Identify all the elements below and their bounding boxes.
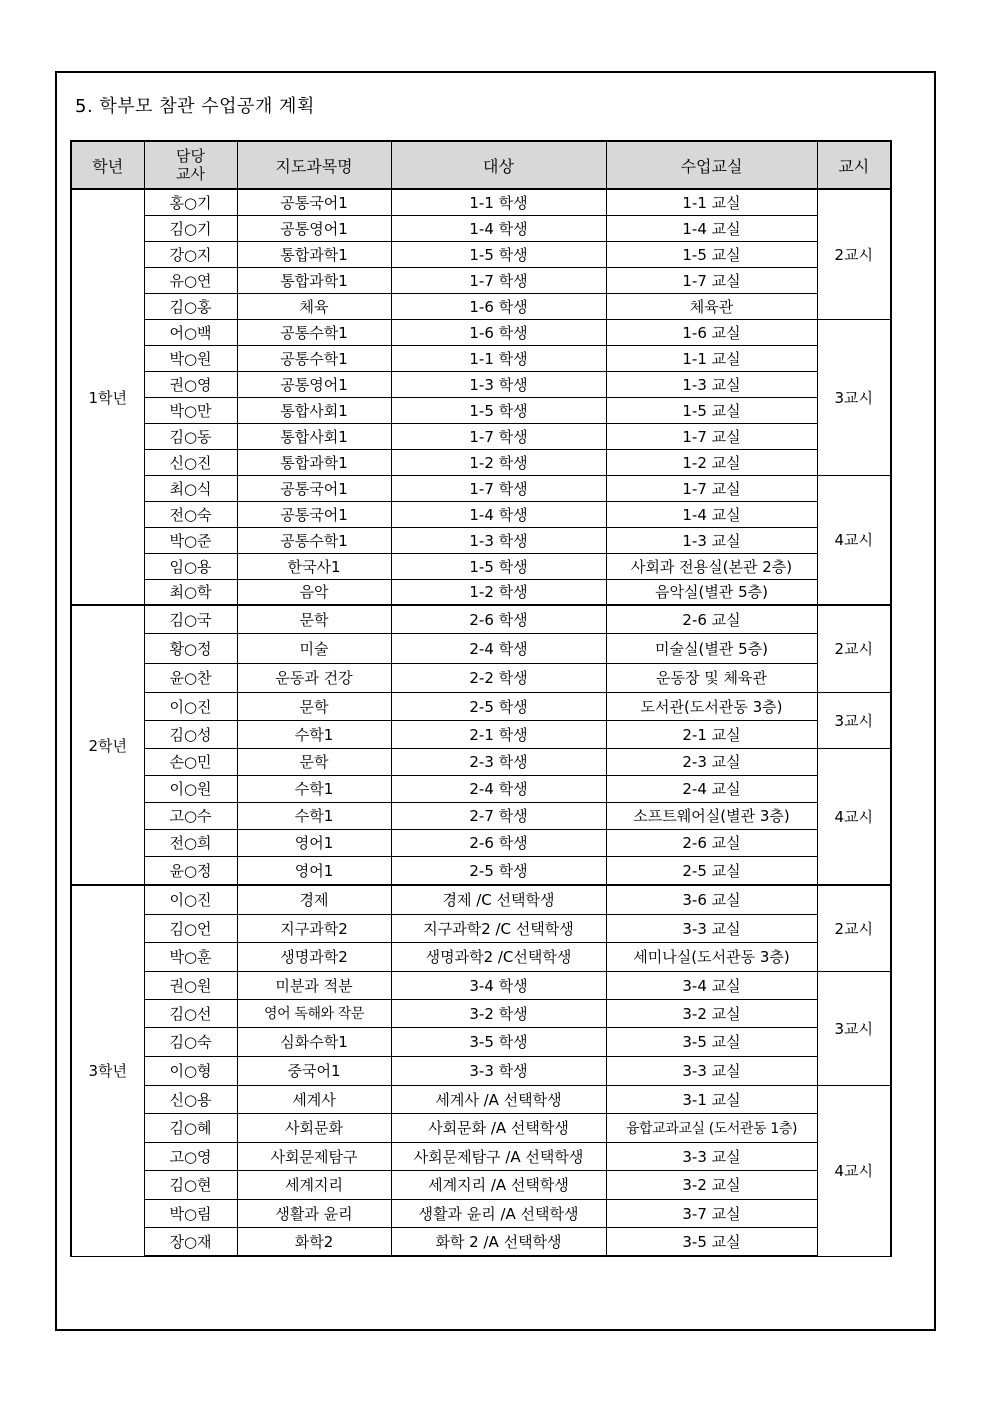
target-cell: 1-6 학생 <box>391 319 606 345</box>
subject-cell: 미분과 적분 <box>237 971 391 999</box>
teacher-cell: 김○숙 <box>144 1027 237 1056</box>
room-cell: 1-5 교실 <box>606 397 817 423</box>
teacher-cell: 신○용 <box>144 1085 237 1113</box>
room-cell: 3-5 교실 <box>606 1227 817 1256</box>
subject-cell: 수학1 <box>237 775 391 802</box>
header-teacher-line1: 담당 <box>176 147 205 165</box>
table-row <box>71 856 891 885</box>
table-row <box>71 605 891 633</box>
subject-cell: 통합과학1 <box>237 241 391 267</box>
subject-cell: 중국어1 <box>237 1056 391 1085</box>
teacher-cell: 김○성 <box>144 720 237 748</box>
target-cell: 사회문화 /A 선택학생 <box>391 1113 606 1142</box>
target-cell: 2-7 학생 <box>391 802 606 829</box>
target-cell: 화학 2 /A 선택학생 <box>391 1227 606 1256</box>
table-row <box>71 748 891 775</box>
target-cell: 생명과학2 /C선택학생 <box>391 942 606 971</box>
room-cell: 1-4 교실 <box>606 501 817 527</box>
target-cell: 2-6 학생 <box>391 829 606 856</box>
table-row <box>71 1199 891 1227</box>
room-cell: 3-3 교실 <box>606 1142 817 1170</box>
room-cell: 세미나실(도서관동 3층) <box>606 942 817 971</box>
target-cell: 2-4 학생 <box>391 633 606 663</box>
subject-cell: 공통국어1 <box>237 189 391 215</box>
teacher-cell: 홍○기 <box>144 189 237 215</box>
target-cell: 1-1 학생 <box>391 345 606 371</box>
target-cell: 1-7 학생 <box>391 267 606 293</box>
teacher-cell: 최○식 <box>144 475 237 501</box>
table-row <box>71 802 891 829</box>
room-cell: 사회과 전용실(본관 2층) <box>606 553 817 579</box>
table-row <box>71 527 891 553</box>
table-row <box>71 663 891 692</box>
teacher-cell: 이○진 <box>144 885 237 914</box>
room-cell: 체육관 <box>606 293 817 319</box>
room-cell: 3-2 교실 <box>606 1170 817 1199</box>
room-cell: 1-1 교실 <box>606 189 817 215</box>
subject-cell: 한국사1 <box>237 553 391 579</box>
target-cell: 1-1 학생 <box>391 189 606 215</box>
table-row <box>71 215 891 241</box>
subject-cell: 문학 <box>237 748 391 775</box>
subject-cell: 운동과 건강 <box>237 663 391 692</box>
room-cell: 2-6 교실 <box>606 605 817 633</box>
room-cell: 3-7 교실 <box>606 1199 817 1227</box>
room-cell: 1-5 교실 <box>606 241 817 267</box>
table-row <box>71 1142 891 1170</box>
teacher-cell: 박○만 <box>144 397 237 423</box>
table-row <box>71 501 891 527</box>
teacher-cell: 김○기 <box>144 215 237 241</box>
target-cell: 1-4 학생 <box>391 501 606 527</box>
target-cell: 1-5 학생 <box>391 241 606 267</box>
header-target: 대상 <box>391 141 606 189</box>
subject-cell: 공통수학1 <box>237 345 391 371</box>
target-cell: 2-1 학생 <box>391 720 606 748</box>
target-cell: 지구과학2 /C 선택학생 <box>391 914 606 942</box>
period-cell: 2교시 <box>817 885 891 971</box>
table-row <box>71 293 891 319</box>
teacher-cell: 이○원 <box>144 775 237 802</box>
room-cell: 3-6 교실 <box>606 885 817 914</box>
teacher-cell: 강○지 <box>144 241 237 267</box>
subject-cell: 경제 <box>237 885 391 914</box>
table-row <box>71 1056 891 1085</box>
room-cell: 미술실(별관 5층) <box>606 633 817 663</box>
subject-cell: 체육 <box>237 293 391 319</box>
teacher-cell: 전○희 <box>144 829 237 856</box>
teacher-cell: 윤○찬 <box>144 663 237 692</box>
subject-cell: 통합과학1 <box>237 449 391 475</box>
subject-cell: 수학1 <box>237 720 391 748</box>
teacher-cell: 이○형 <box>144 1056 237 1085</box>
teacher-cell: 손○민 <box>144 748 237 775</box>
room-cell: 3-1 교실 <box>606 1085 817 1113</box>
table-row <box>71 999 891 1027</box>
room-cell: 2-4 교실 <box>606 775 817 802</box>
table-row <box>71 1085 891 1113</box>
teacher-cell: 박○준 <box>144 527 237 553</box>
period-cell: 3교시 <box>817 319 891 475</box>
subject-cell: 음악 <box>237 579 391 605</box>
target-cell: 사회문제탐구 /A 선택학생 <box>391 1142 606 1170</box>
table-row <box>71 1170 891 1199</box>
table-row <box>71 942 891 971</box>
room-cell: 1-7 교실 <box>606 267 817 293</box>
header-subject: 지도과목명 <box>237 141 391 189</box>
teacher-cell: 고○수 <box>144 802 237 829</box>
teacher-cell: 김○홍 <box>144 293 237 319</box>
room-cell: 3-3 교실 <box>606 914 817 942</box>
target-cell: 생활과 윤리 /A 선택학생 <box>391 1199 606 1227</box>
header-grade: 학년 <box>71 141 144 189</box>
target-cell: 1-5 학생 <box>391 397 606 423</box>
table-row <box>71 371 891 397</box>
teacher-cell: 김○동 <box>144 423 237 449</box>
subject-cell: 공통국어1 <box>237 475 391 501</box>
teacher-cell: 전○숙 <box>144 501 237 527</box>
subject-cell: 통합사회1 <box>237 397 391 423</box>
subject-cell: 영어1 <box>237 856 391 885</box>
target-cell: 1-2 학생 <box>391 449 606 475</box>
room-cell: 2-6 교실 <box>606 829 817 856</box>
grade-cell: 2학년 <box>71 605 144 885</box>
section-title: 5. 학부모 참관 수업공개 계획 <box>75 96 315 117</box>
room-cell: 1-6 교실 <box>606 319 817 345</box>
room-cell: 3-2 교실 <box>606 999 817 1027</box>
table-row <box>71 189 891 215</box>
table-row <box>71 829 891 856</box>
subject-cell: 공통수학1 <box>237 319 391 345</box>
table-body <box>71 189 891 1256</box>
target-cell: 경제 /C 선택학생 <box>391 885 606 914</box>
target-cell: 3-2 학생 <box>391 999 606 1027</box>
subject-cell: 지구과학2 <box>237 914 391 942</box>
target-cell: 2-6 학생 <box>391 605 606 633</box>
subject-cell: 통합과학1 <box>237 267 391 293</box>
period-cell: 4교시 <box>817 1085 891 1256</box>
grade-cell: 1학년 <box>71 189 144 605</box>
target-cell: 2-4 학생 <box>391 775 606 802</box>
table-row <box>71 319 891 345</box>
subject-cell: 공통영어1 <box>237 215 391 241</box>
table-row <box>71 397 891 423</box>
teacher-cell: 윤○정 <box>144 856 237 885</box>
teacher-cell: 김○언 <box>144 914 237 942</box>
teacher-cell: 김○선 <box>144 999 237 1027</box>
table-row <box>71 553 891 579</box>
teacher-cell: 신○진 <box>144 449 237 475</box>
room-cell: 2-1 교실 <box>606 720 817 748</box>
target-cell: 2-3 학생 <box>391 748 606 775</box>
target-cell: 2-5 학생 <box>391 856 606 885</box>
room-cell: 1-3 교실 <box>606 371 817 397</box>
target-cell: 1-3 학생 <box>391 371 606 397</box>
target-cell: 1-4 학생 <box>391 215 606 241</box>
subject-cell: 미술 <box>237 633 391 663</box>
teacher-cell: 장○재 <box>144 1227 237 1256</box>
target-cell: 3-5 학생 <box>391 1027 606 1056</box>
subject-cell: 문학 <box>237 605 391 633</box>
header-teacher-line2: 교사 <box>176 165 205 183</box>
subject-cell: 문학 <box>237 692 391 720</box>
room-cell: 도서관(도서관동 3층) <box>606 692 817 720</box>
table-row <box>71 1113 891 1142</box>
table-row <box>71 1227 891 1256</box>
teacher-cell: 황○정 <box>144 633 237 663</box>
teacher-cell: 임○용 <box>144 553 237 579</box>
table-row <box>71 345 891 371</box>
target-cell: 1-7 학생 <box>391 423 606 449</box>
teacher-cell: 이○진 <box>144 692 237 720</box>
subject-cell: 생명과학2 <box>237 942 391 971</box>
teacher-cell: 김○현 <box>144 1170 237 1199</box>
teacher-cell: 권○원 <box>144 971 237 999</box>
table-row <box>71 633 891 663</box>
period-cell: 4교시 <box>817 748 891 885</box>
room-cell: 1-7 교실 <box>606 475 817 501</box>
room-cell: 2-5 교실 <box>606 856 817 885</box>
target-cell: 2-2 학생 <box>391 663 606 692</box>
room-cell: 1-4 교실 <box>606 215 817 241</box>
room-cell: 1-1 교실 <box>606 345 817 371</box>
target-cell: 1-6 학생 <box>391 293 606 319</box>
table-row <box>71 449 891 475</box>
room-cell: 3-5 교실 <box>606 1027 817 1056</box>
table-row <box>71 241 891 267</box>
subject-cell: 생활과 윤리 <box>237 1199 391 1227</box>
table-row <box>71 720 891 748</box>
teacher-cell: 김○혜 <box>144 1113 237 1142</box>
subject-cell: 공통수학1 <box>237 527 391 553</box>
teacher-cell: 김○국 <box>144 605 237 633</box>
target-cell: 1-3 학생 <box>391 527 606 553</box>
teacher-cell: 권○영 <box>144 371 237 397</box>
subject-cell: 통합사회1 <box>237 423 391 449</box>
teacher-cell: 고○영 <box>144 1142 237 1170</box>
table-row <box>71 775 891 802</box>
target-cell: 3-3 학생 <box>391 1056 606 1085</box>
room-cell: 음악실(별관 5층) <box>606 579 817 605</box>
grade-cell: 3학년 <box>71 885 144 1256</box>
subject-cell: 사회문제탐구 <box>237 1142 391 1170</box>
subject-cell: 공통국어1 <box>237 501 391 527</box>
subject-cell: 영어 독해와 작문 <box>237 999 391 1027</box>
period-cell: 4교시 <box>817 475 891 605</box>
room-cell: 1-3 교실 <box>606 527 817 553</box>
period-cell: 3교시 <box>817 692 891 748</box>
open-class-schedule-table <box>70 140 892 1257</box>
room-cell: 융합교과교실 (도서관동 1층) <box>606 1113 817 1142</box>
teacher-cell: 박○원 <box>144 345 237 371</box>
target-cell: 2-5 학생 <box>391 692 606 720</box>
teacher-cell: 최○학 <box>144 579 237 605</box>
subject-cell: 사회문화 <box>237 1113 391 1142</box>
table-row <box>71 267 891 293</box>
room-cell: 2-3 교실 <box>606 748 817 775</box>
target-cell: 1-7 학생 <box>391 475 606 501</box>
period-cell: 2교시 <box>817 189 891 319</box>
table-row <box>71 914 891 942</box>
target-cell: 세계사 /A 선택학생 <box>391 1085 606 1113</box>
subject-cell: 화학2 <box>237 1227 391 1256</box>
subject-cell: 세계지리 <box>237 1170 391 1199</box>
target-cell: 3-4 학생 <box>391 971 606 999</box>
room-cell: 1-7 교실 <box>606 423 817 449</box>
header-teacher <box>144 141 237 189</box>
target-cell: 1-2 학생 <box>391 579 606 605</box>
table-row <box>71 885 891 914</box>
header-room: 수업교실 <box>606 141 817 189</box>
table-row <box>71 423 891 449</box>
room-cell: 3-4 교실 <box>606 971 817 999</box>
teacher-cell: 박○림 <box>144 1199 237 1227</box>
room-cell: 1-2 교실 <box>606 449 817 475</box>
teacher-cell: 박○훈 <box>144 942 237 971</box>
period-cell: 3교시 <box>817 971 891 1085</box>
room-cell: 3-3 교실 <box>606 1056 817 1085</box>
subject-cell: 수학1 <box>237 802 391 829</box>
room-cell: 운동장 및 체육관 <box>606 663 817 692</box>
table-row <box>71 579 891 605</box>
table-header-row <box>71 141 891 189</box>
room-cell: 소프트웨어실(별관 3층) <box>606 802 817 829</box>
table-row <box>71 971 891 999</box>
table-row <box>71 1027 891 1056</box>
teacher-cell: 어○백 <box>144 319 237 345</box>
target-cell: 1-5 학생 <box>391 553 606 579</box>
subject-cell: 공통영어1 <box>237 371 391 397</box>
subject-cell: 영어1 <box>237 829 391 856</box>
teacher-cell: 유○연 <box>144 267 237 293</box>
subject-cell: 세계사 <box>237 1085 391 1113</box>
header-period: 교시 <box>817 141 891 189</box>
period-cell: 2교시 <box>817 605 891 692</box>
table-row <box>71 475 891 501</box>
table-row <box>71 692 891 720</box>
target-cell: 세계지리 /A 선택학생 <box>391 1170 606 1199</box>
subject-cell: 심화수학1 <box>237 1027 391 1056</box>
